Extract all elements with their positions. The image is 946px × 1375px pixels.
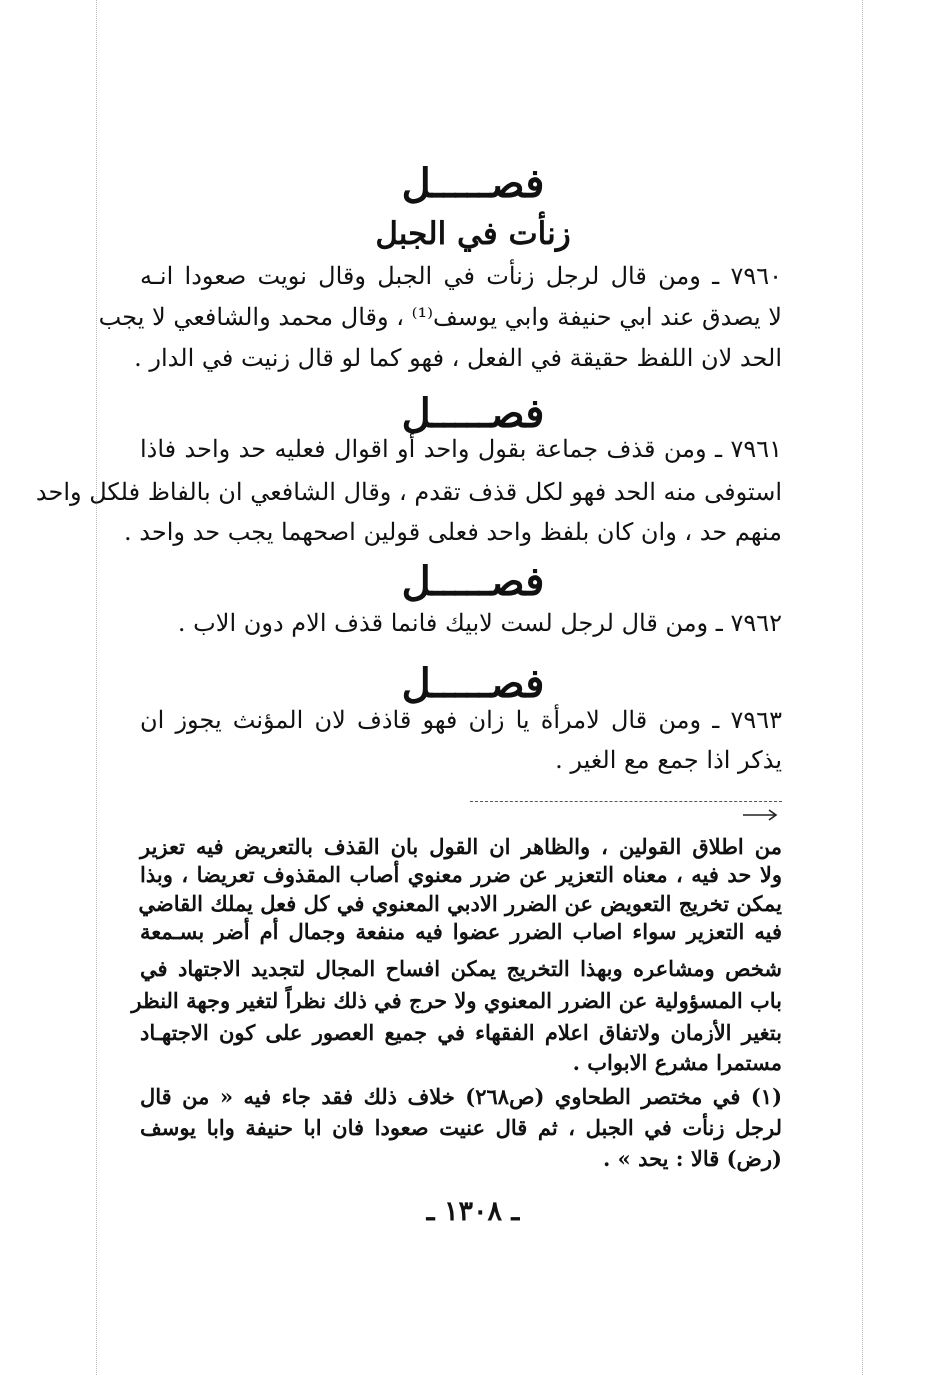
footnote-continued-line-7: بتغير الأزمان ولاتفاق اعلام الفقهاء في جميع العصور على كون الاجتهـاد	[140, 1020, 782, 1045]
paragraph-7962-line-1: ٧٩٦٢ ـ ومن قال لرجل لست لابيك فانما قذف الام دون الاب .	[177, 609, 782, 637]
paragraph-7963-line-1: ٧٩٦٣ ـ ومن قال لامرأة يا زان فهو قاذف لان المؤنث يجوز ان	[140, 706, 782, 734]
subsection-title: زنأت في الجبل	[375, 216, 571, 252]
paragraph-7961-line-2: استوفى منه الحد فهو لكل قذف تقدم ، وقال الشافعي ان بالفاظ فلكل واحد	[35, 478, 782, 506]
footnote-1-line-1: (١) في مختصر الطحاوي (ص٢٦٨) خلاف ذلك فقد جاء فيه « من قال	[140, 1084, 782, 1109]
footnote-continued-line-4: فيه التعزير سواء اصاب الضرر عضوا فيه منفعة وجمال أم أضر بسـمعة	[140, 919, 782, 944]
paragraph-7960-line-3: الحد لان اللفظ حقيقة في الفعل ، فهو كما لو قال زنيت في الدار .	[134, 344, 782, 372]
footnote-continued-line-3: يمكن تخريج التعويض عن الضرر الادبي المعنوي في كل فعل يملك القاضي	[138, 891, 782, 916]
paragraph-7961-line-1: ٧٩٦١ ـ ومن قذف جماعة بقول واحد أو اقوال فعليه حد واحد فاذا	[140, 435, 782, 463]
footnote-1-line-2: لرجل زنأت في الجبل ، ثم قال عنيت صعودا فان ابا حنيفة وابا يوسف	[140, 1115, 782, 1140]
footnote-continued-line-1: من اطلاق القولين ، والظاهر ان القول بان القذف بالتعريض فيه تعزير	[140, 834, 782, 859]
footnote-continued-line-6: باب المسؤولية عن الضرر المعنوي ولا حرج في ذلك نظراً لتغير وجهة النظر	[131, 988, 782, 1013]
footnote-continued-line-5: شخص ومشاعره وبهذا التخريج يمكن افساح المجال لتجديد الاجتهاد في	[140, 956, 782, 981]
paragraph-7960-line-1: ٧٩٦٠ ـ ومن قال لرجل زنأت في الجبل وقال نويت صعودا انـه	[140, 262, 782, 290]
section-heading: فصـــــل	[401, 558, 545, 605]
section-heading: فصـــــل	[401, 660, 545, 707]
section-heading: فصـــــل	[401, 390, 545, 437]
paragraph-7963-line-2: يذكر اذا جمع مع الغير .	[555, 746, 782, 774]
section-heading: فصـــــل	[401, 160, 545, 207]
page-number: ـ ١٣٠٨ ـ	[426, 1196, 520, 1227]
arrow-right-icon	[742, 808, 778, 822]
paragraph-7960-line-2: لا يصدق عند ابي حنيفة وابي يوسف⁽¹⁾ ، وقال محمد والشافعي لا يجب	[98, 303, 782, 331]
footnote-separator	[470, 801, 782, 802]
paragraph-7961-line-3: منهم حد ، وان كان بلفظ واحد فعلى قولين اصحهما يجب حد واحد .	[124, 518, 782, 546]
footnote-continued-line-2: ولا حد فيه ، معناه التعزير عن ضرر معنوي أصاب المقذوف تعريضا ، وبذا	[140, 862, 782, 887]
footnote-continued-line-8: مستمرا مشرع الابواب .	[572, 1050, 782, 1075]
footnote-1-line-3: (رض) قالا : يحد » .	[603, 1146, 782, 1171]
